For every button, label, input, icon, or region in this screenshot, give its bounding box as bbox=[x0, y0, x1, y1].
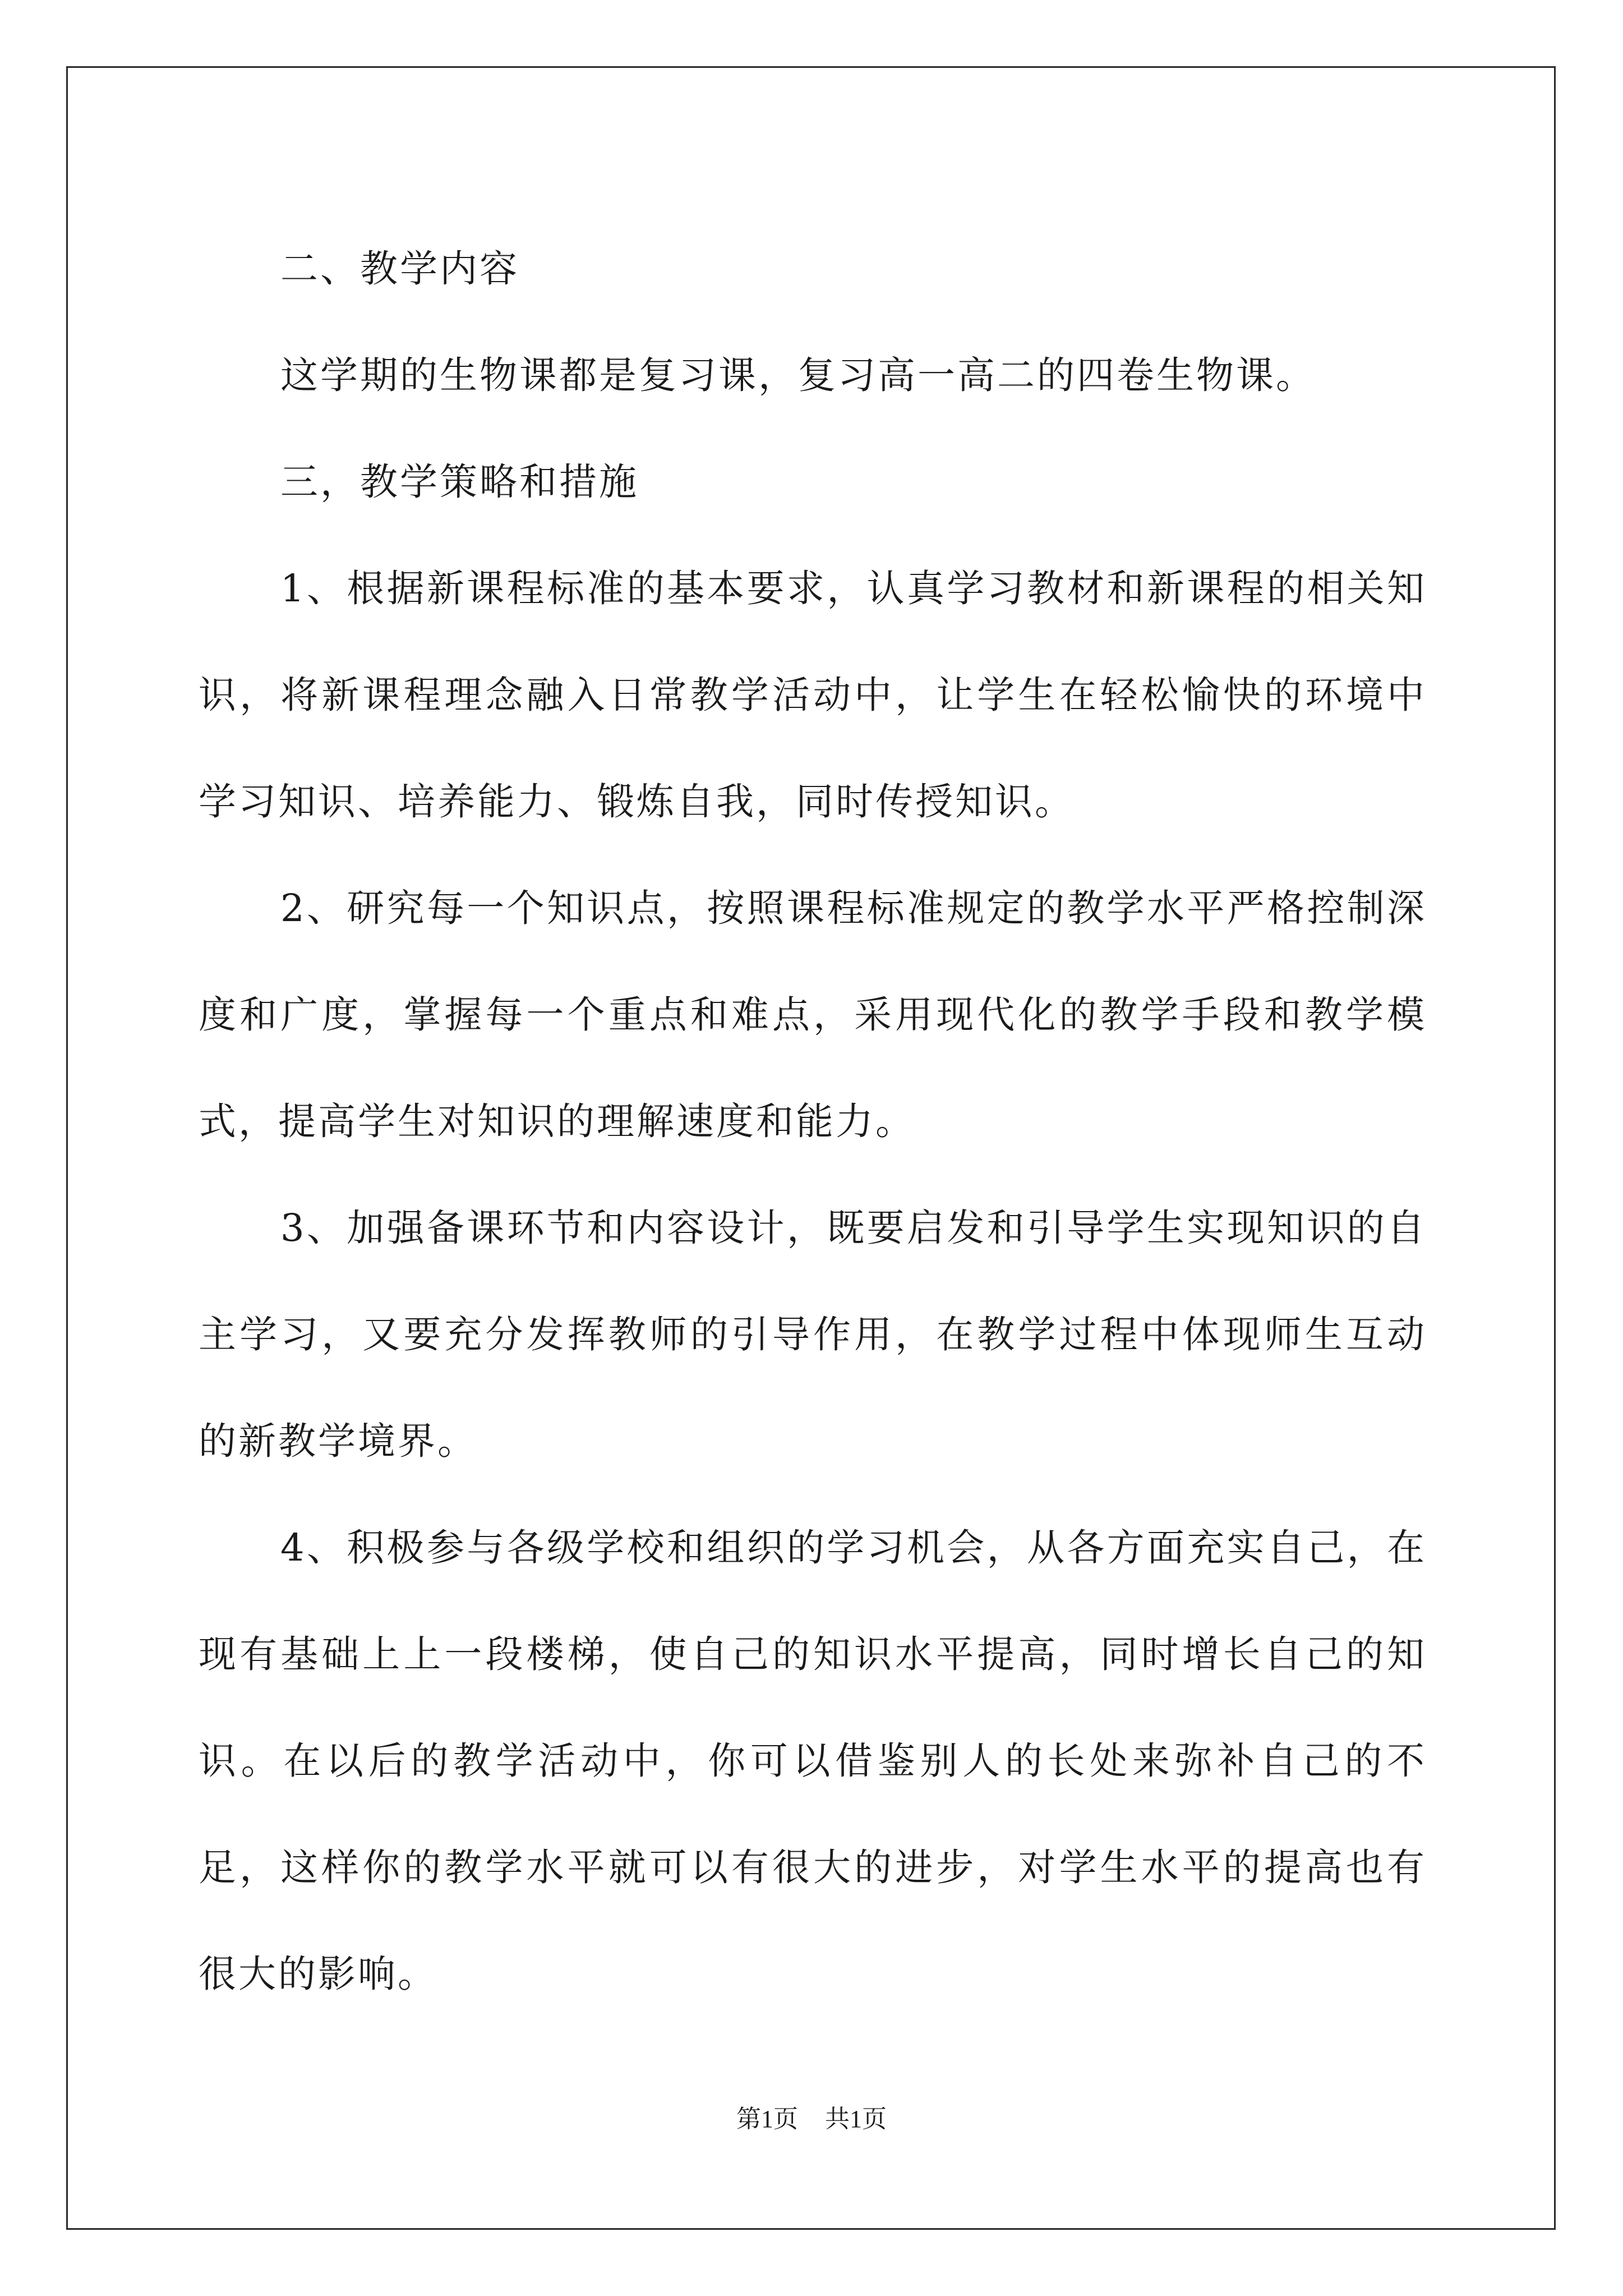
page-number: 第1页 bbox=[736, 2105, 798, 2133]
section-heading-content: 二、教学内容 bbox=[280, 247, 519, 291]
paragraph-item-4: 4、积极参与各级学校和组织的学习机会，从各方面充实自己，在现有基础上上一段楼梯，使自己的知识水平提高，同时增长自己的知识。在以后的教学活动中，你可以借鉴别人的长处来弥补自己的不足，这样你的教学水平就可以有很大的进步，对学生水平的提高也有很大的影响。 bbox=[199, 1526, 1427, 1996]
document-body bbox=[199, 215, 1427, 2027]
page-footer bbox=[0, 2102, 1623, 2136]
page-total: 共1页 bbox=[825, 2105, 887, 2133]
paragraph-item-3: 3、加强备课环节和内容设计，既要启发和引导学生实现知识的自主学习，又要充分发挥教师的引导作用，在教学过程中体现师生互动的新教学境界。 bbox=[199, 1206, 1427, 1463]
paragraph-item-2: 2、研究每一个知识点，按照课程标准规定的教学水平严格控制深度和广度，掌握每一个重点和难点，采用现代化的教学手段和教学模式，提高学生对知识的理解速度和能力。 bbox=[199, 886, 1427, 1143]
paragraph-item-1: 1、根据新课程标准的基本要求，认真学习教材和新课程的相关知识，将新课程理念融入日常教学活动中，让学生在轻松愉快的环境中学习知识、培养能力、锻炼自我，同时传授知识。 bbox=[199, 567, 1427, 823]
paragraph-content-summary: 这学期的生物课都是复习课，复习高一高二的四卷生物课。 bbox=[280, 353, 1316, 397]
section-heading-strategies: 三，教学策略和措施 bbox=[280, 460, 639, 504]
